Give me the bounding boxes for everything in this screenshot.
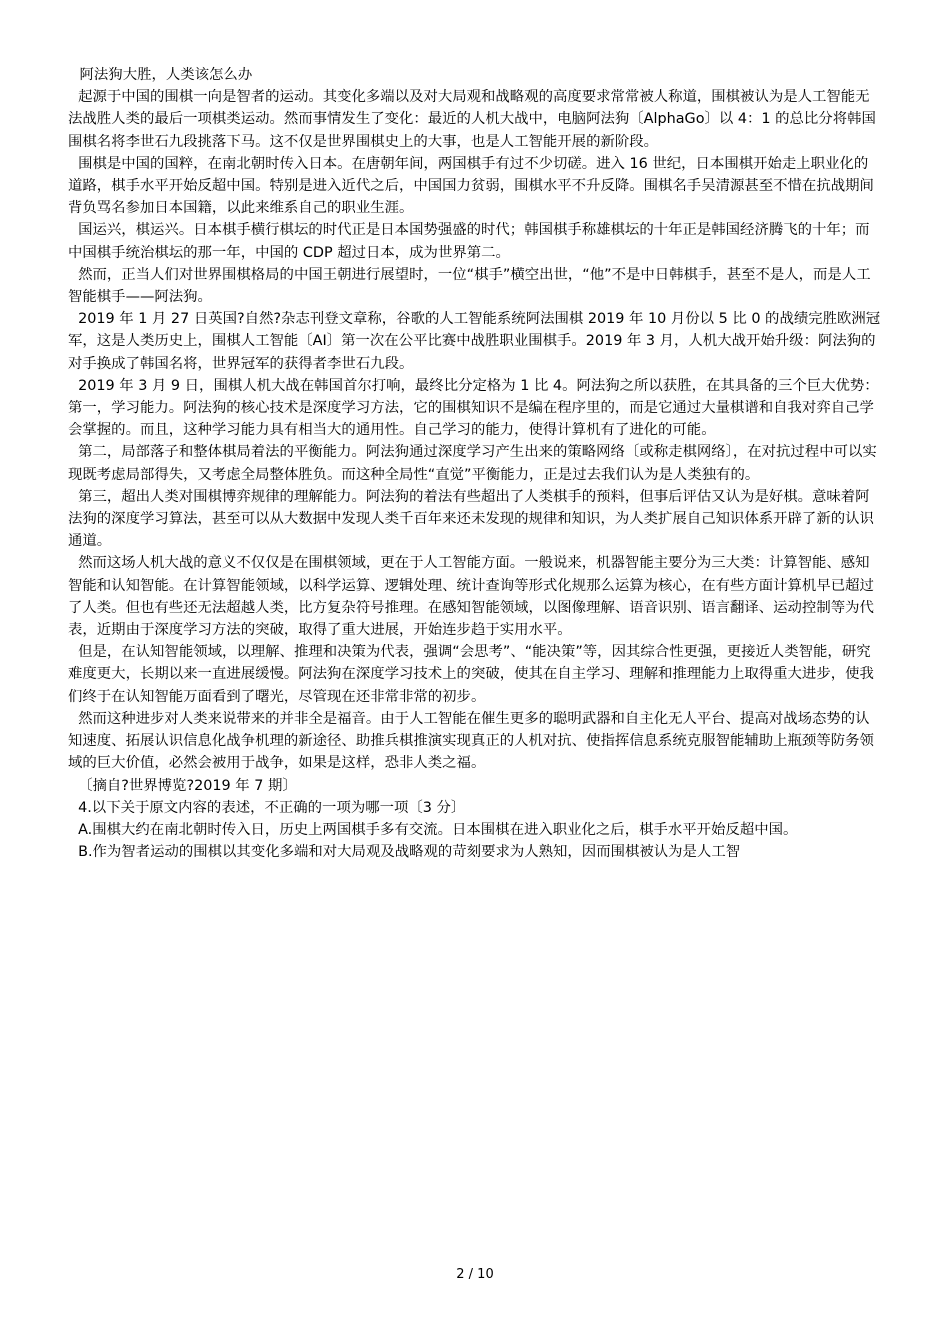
paragraph-7: 第二，局部落子和整体棋局着法的平衡能力。阿法狗通过深度学习产生出来的策略网络〔或称走棋网络〕，在对抗过程中可以实现既考虑局部得失，又考虑全局整体胜负。而这种全局性“直觉”平衡能力，正是过去我们认为是人类独有的。 (68, 444, 877, 483)
article-title: 阿法狗大胜，人类该怎么办 (79, 67, 253, 83)
paragraph-1: 起源于中国的围棋一向是智者的运动。其变化多端以及对大局观和战略观的高度要求常常被人称道，围棋被认为是人工智能无法战胜人类的最后一项棋类运动。然而事情发生了变化：最近的人机大战中，电脑阿法狗〔AlphaGo〕以 4：1 的总比分将韩国围棋名将李世石九段挑落下马。这不仅是世界围棋史上的大事，也是人工智能开展的新阶段。 (68, 89, 876, 150)
paragraph-11: 然而这种进步对人类来说带来的并非全是福音。由于人工智能在催生更多的聪明武器和自主化无人平台、提高对战场态势的认知速度、拓展认识信息化战争机理的新途径、助推兵棋推演实现真正的人机对抗、使指挥信息系统克服智能辅助上瓶颈等防务领域的巨大价值，必然会被用于战争，如果是这样，恐非人类之福。 (68, 710, 874, 772)
paragraph-5: 2019 年 1 月 27 日英国?自然?杂志刊登文章称，谷歌的人工智能系统阿法围棋 2019 年 10 月份以 5 比 0 的战绩完胜欧洲冠军，这是人类历史上，围棋人工智能〔AI〕第一次在公平比赛中战胜职业围棋手。2019 年 3 月，人机大战开始升级：阿法狗的对手换成了韩国名将，世界冠军的获得者李世石九段。 (68, 311, 881, 372)
question-4: 4.以下关于原文内容的表述，不正确的一项为哪一项〔3 分〕 (78, 799, 466, 816)
paragraph-8: 第三，超出人类对围棋博弈规律的理解能力。阿法狗的着法有些超出了人类棋手的预料，但事后评估又认为是好棋。意味着阿法狗的深度学习算法，甚至可以从大数据中发现人类千百年来还未发现的规律和知识，为人类扩展自己知识体系开辟了新的认识通道。 (68, 488, 874, 550)
source-note: 〔摘自?世界博览?2019 年 7 期〕 (78, 777, 297, 794)
paragraph-6: 2019 年 3 月 9 日，围棋人机大战在韩国首尔打响，最终比分定格为 1 比 4。阿法狗之所以获胜，在其具备的三个巨大优势：第一，学习能力。阿法狗的核心技术是深度学习方法，它的围棋知识不是编在程序里的，而是它通过大量棋谱和自我对弈自己学会掌握的。而且，这种学习能力具有相当大的通用性。自己学习的能力，使得计算机有了进化的可能。 (68, 377, 879, 439)
option-b: B.作为智者运动的围棋以其变化多端和对大局观及战略观的苛刻要求为人熟知，因而围棋被认为是人工智 (78, 844, 741, 861)
option-a: A.围棋大约在南北朝时传入日，历史上两国棋手多有交流。日本围棋在进入职业化之后，棋手水平开始反超中国。 (78, 821, 798, 838)
page-number: 2 / 10 (456, 1267, 494, 1282)
paragraph-10: 但是，在认知智能领域，以理解、推理和决策为代表，强调“会思考”、“能决策”等，因其综合性更强，更接近人类智能，研究难度更大，长期以来一直进展缓慢。阿法狗在深度学习技术上的突破，使其在自主学习、理解和推理能力上取得重大进步，使我们终于在认知智能万面看到了曙光，尽管现在还非常非常的初步。 (68, 644, 874, 705)
paragraph-3: 国运兴，棋运兴。日本棋手横行棋坛的时代正是日本国势强盛的时代；韩国棋手称雄棋坛的十年正是韩国经济腾飞的十年；而中国棋手统治棋坛的那一年，中国的 CDP 超过日本，成为世界第二。 (68, 222, 870, 261)
paragraph-9: 然而这场人机大战的意义不仅仅是在围棋领域，更在于人工智能方面。一般说来，机器智能主要分为三大类：计算智能、感知智能和认知智能。在计算智能领域，以科学运算、逻辑处理、统计查询等形式化规那么运算为核心，在有些方面计算机早已超过了人类。但也有些还无法超越人类，比方复杂符号推理。在感知智能领域，以图像理解、语音识别、语言翻译、运动控制等为代表，近期由于深度学习方法的突破，取得了重大进展，开始连步趋于实用水平。 (68, 555, 874, 639)
document-body (68, 64, 881, 863)
paragraph-2: 围棋是中国的国粹，在南北朝时传入日本。在唐朝年间，两国棋手有过不少切磋。进入 16 世纪，日本围棋开始走上职业化的道路，棋手水平开始反超中国。特别是进入近代之后，中国国力贫弱，围棋水平不升反降。围棋名手吴清源甚至不惜在抗战期间背负骂名参加日本国籍，以此来维系自己的职业生涯。 (68, 155, 874, 217)
paragraph-4: 然而，正当人们对世界围棋格局的中国王朝进行展望时，一位“棋手”横空出世，“他”不是中日韩棋手，甚至不是人，而是人工智能棋手——阿法狗。 (68, 266, 871, 306)
